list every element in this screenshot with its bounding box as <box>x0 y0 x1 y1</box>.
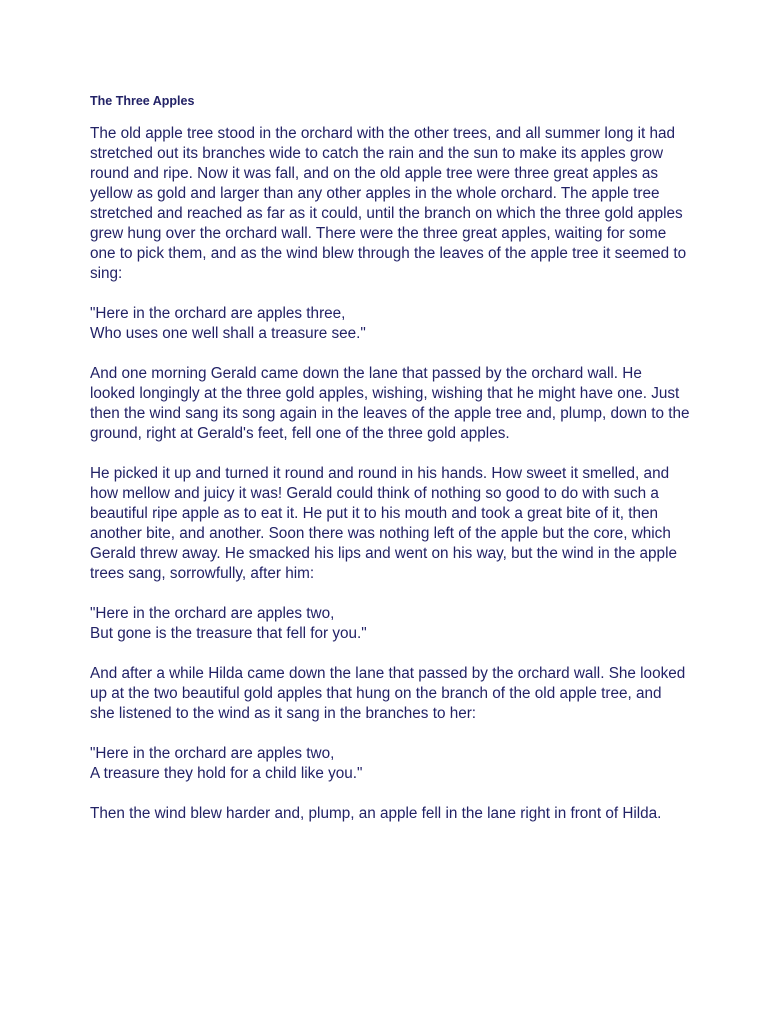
verse-line: "Here in the orchard are apples three, <box>90 305 346 322</box>
document-title: The Three Apples <box>90 94 195 108</box>
paragraph: And after a while Hilda came down the lane that passed by the orchard wall. She looked up at the two beautiful gold apples that hung on the branch of the old apple tree, and she listened to the wind as it sang in the branches to her: <box>90 665 686 722</box>
verse-line: "Here in the orchard are apples two, <box>90 745 335 762</box>
verse-line: But gone is the treasure that fell for you." <box>90 625 367 642</box>
paragraph: And one morning Gerald came down the lane that passed by the orchard wall. He looked longingly at the three gold apples, wishing, wishing that he might have one. Just then the wind sang its song again in the leaves of the apple tree and, plump, down to the ground, right at Gerald's feet, fell one of the three gold apples. <box>90 365 690 442</box>
verse-line: "Here in the orchard are apples two, <box>90 605 335 622</box>
verse <box>90 304 690 344</box>
verse-line: Who uses one well shall a treasure see." <box>90 325 366 342</box>
verse <box>90 744 690 784</box>
verse <box>90 604 690 644</box>
verse-line: A treasure they hold for a child like you." <box>90 765 363 782</box>
paragraph: Then the wind blew harder and, plump, an apple fell in the lane right in front of Hilda. <box>90 805 662 822</box>
paragraph: The old apple tree stood in the orchard with the other trees, and all summer long it had stretched out its branches wide to catch the rain and the sun to make its apples grow round and ripe. Now it was fall, and on the old apple tree were three great apples as yellow as gold and larger than any other apples in the whole orchard. The apple tree stretched and reached as far as it could, until the branch on which the three gold apples grew hung over the orchard wall. There were the three great apples, waiting for some one to pick them, and as the wind blew through the leaves of the apple tree it seemed to sing: <box>90 125 687 282</box>
paragraph: He picked it up and turned it round and round in his hands. How sweet it smelled, and how mellow and juicy it was! Gerald could think of nothing so good to do with such a beautiful ripe apple as to eat it. He put it to his mouth and took a great bite of it, then another bite, and another. Soon there was nothing left of the apple but the core, which Gerald threw away. He smacked his lips and went on his way, but the wind in the apple trees sang, sorrowfully, after him: <box>90 465 677 582</box>
document-content <box>90 92 690 844</box>
